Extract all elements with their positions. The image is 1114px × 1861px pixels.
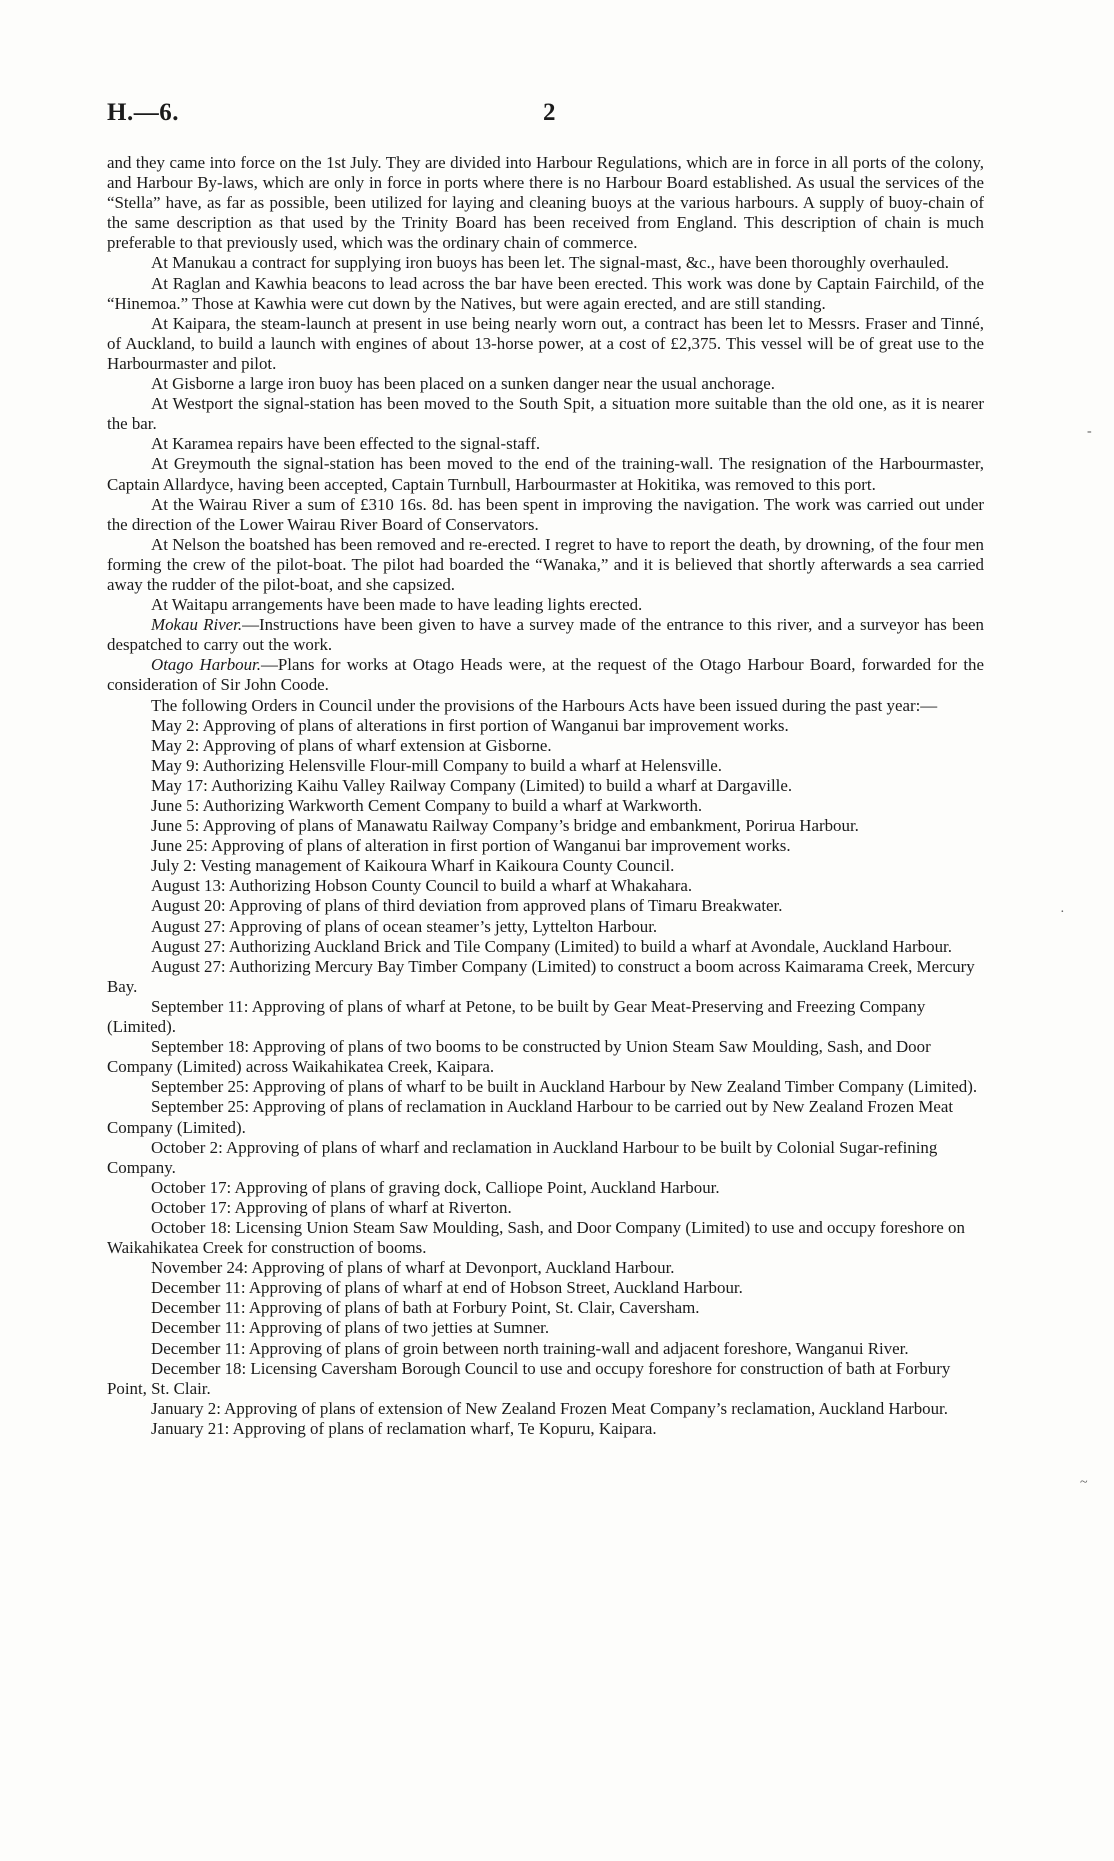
order-item: January 2: Approving of plans of extension of New Zealand Frozen Meat Company’s reclamation, Auckland Harbour. [151, 1398, 948, 1418]
paragraph-kaipara: At Kaipara, the steam-launch at present in use being nearly worn out, a contract has been let to Messrs. Fraser and Tinné, of Auckland, to build a launch with engines of about 13-horse power, at a cost of £2,375. This vessel will be of great use to the Harbourmaster and pilot. [107, 313, 984, 373]
order-item: May 9: Authorizing Helensville Flour-mill Company to build a wharf at Helensville. [151, 755, 723, 775]
order-item: August 27: Authorizing Mercury Bay Timber Company (Limited) to construct a boom across Kaimarama Creek, Mercury Bay. [107, 956, 975, 996]
mokau-text: —Instructions have been given to have a survey made of the entrance to this river, and a surveyor has been despatched to carry out the work. [107, 615, 984, 655]
order-item: August 13: Authorizing Hobson County Council to build a wharf at Whakahara. [151, 876, 693, 896]
order-item: May 17: Authorizing Kaihu Valley Railway Company (Limited) to build a wharf at Dargaville. [151, 775, 793, 795]
paragraph-nelson: At Nelson the boatshed has been removed and re-erected. I regret to have to report the death, by drowning, of the four men forming the crew of the pilot-boat. The pilot had boarded the “Wanaka,” and it is believed that shortly afterwards a sea carried away the rudder of the pilot-boat, and she capsized. [107, 534, 984, 594]
order-item: July 2: Vesting management of Kaikoura Wharf in Kaikoura County Council. [151, 856, 675, 876]
order-item: May 2: Approving of plans of alterations in first portion of Wanganui bar improvement works. [151, 715, 789, 735]
orders-intro: The following Orders in Council under the provisions of the Harbours Acts have been issued during the past year:— [151, 695, 938, 715]
order-item: June 5: Authorizing Warkworth Cement Company to build a wharf at Warkworth. [151, 796, 703, 815]
order-item: August 27: Authorizing Auckland Brick and Tile Company (Limited) to build a wharf at Avondale, Auckland Harbour. [151, 936, 952, 956]
order-item: December 11: Approving of plans of groin between north training-wall and adjacent foreshore, Wanganui River. [151, 1338, 909, 1358]
page-number: 2 [543, 99, 556, 126]
paragraph-greymouth: At Greymouth the signal-station has been moved to the end of the training-wall. The resignation of the Harbourmaster, Captain Allardyce, having been accepted, Captain Turnbull, Harbourmaster at Hokitika, was removed to this port. [107, 454, 984, 494]
paragraph-wairau: At the Wairau River a sum of £310 16s. 8d. has been spent in improving the navigation. The work was carried out under the direction of the Lower Wairau River Board of Conservators. [107, 494, 984, 534]
paragraph-buoy-chain: and they came into force on the 1st July. They are divided into Harbour Regulations, which are in force in all ports of the colony, and Harbour By-laws, which are only in force in ports where there is no Harbour Board established. As usual the services of the “Stella” have, as far as possible, been utilized for laying and cleaning buoys at the various harbours. A supply of buoy-chain of the same description as that used by the Trinity Board has been received from England. This description of chain is much preferable to that previously used, which was the ordinary chain of commerce. [107, 153, 984, 253]
order-item: June 5: Approving of plans of Manawatu Railway Company’s bridge and embankment, Porirua Harbour. [151, 816, 859, 836]
margin-scan-mark: · [1060, 905, 1065, 920]
order-item: October 17: Approving of plans of wharf at Riverton. [151, 1197, 512, 1217]
order-item: September 18: Approving of plans of two booms to be constructed by Union Steam Saw Moulding, Sash, and Door Company (Limited) across Waikahikatea Creek, Kaipara. [107, 1037, 931, 1077]
otago-heading: Otago Harbour. [151, 655, 261, 675]
paragraph-waitapu: At Waitapu arrangements have been made to have leading lights erected. [151, 595, 643, 615]
paragraph-manukau: At Manukau a contract for supplying iron buoys has been let. The signal-mast, &c., have been thoroughly overhauled. [151, 253, 950, 273]
order-item: December 11: Approving of plans of bath at Forbury Point, St. Clair, Caversham. [151, 1298, 700, 1318]
paragraph-otago [107, 655, 984, 695]
margin-scan-mark: ~ [1080, 1475, 1088, 1490]
paragraph-raglan-kawhia: At Raglan and Kawhia beacons to lead across the bar have been erected. This work was done by Captain Fairchild, of the “Hinemoa.” Those at Kawhia were cut down by the Natives, but were again erected, and are still standing. [107, 273, 984, 313]
order-item: October 2: Approving of plans of wharf and reclamation in Auckland Harbour to be built by Colonial Sugar-refining Company. [107, 1137, 938, 1177]
order-item: October 17: Approving of plans of graving dock, Calliope Point, Auckland Harbour. [151, 1177, 720, 1197]
order-item: January 21: Approving of plans of reclamation wharf, Te Kopuru, Kaipara. [151, 1418, 657, 1438]
order-item: September 11: Approving of plans of wharf at Petone, to be built by Gear Meat-Preserving and Freezing Company (Limited). [107, 996, 926, 1037]
order-item: September 25: Approving of plans of wharf to be built in Auckland Harbour by New Zealand Timber Company (Limited). [151, 1077, 978, 1097]
margin-scan-mark: - [1087, 424, 1092, 439]
order-item: August 20: Approving of plans of third deviation from approved plans of Timaru Breakwater. [151, 896, 783, 916]
order-item: December 11: Approving of plans of wharf at end of Hobson Street, Auckland Harbour. [151, 1278, 743, 1298]
paragraph-gisborne: At Gisborne a large iron buoy has been placed on a sunken danger near the usual anchorage. [151, 374, 775, 394]
order-item: November 24: Approving of plans of wharf at Devonport, Auckland Harbour. [151, 1258, 675, 1278]
order-item: May 2: Approving of plans of wharf extension at Gisborne. [151, 735, 552, 755]
order-item: December 18: Licensing Caversham Borough Council to use and occupy foreshore for construction of bath at Forbury Point, St. Clair. [107, 1358, 951, 1398]
otago-text: —Plans for works at Otago Heads were, at the request of the Otago Harbour Board, forwarded for the consideration of Sir John Coode. [107, 655, 984, 695]
mokau-heading: Mokau River. [151, 615, 243, 635]
order-item: June 25: Approving of plans of alteration in first portion of Wanganui bar improvement works. [151, 836, 791, 856]
document-reference: H.—6. [107, 99, 179, 126]
orders-in-council-list [107, 716, 984, 1439]
order-item: August 27: Approving of plans of ocean steamer’s jetty, Lyttelton Harbour. [151, 916, 658, 936]
order-item: December 11: Approving of plans of two jetties at Sumner. [151, 1318, 550, 1338]
paragraph-mokau [107, 615, 984, 655]
paragraph-karamea: At Karamea repairs have been effected to the signal-staff. [151, 434, 541, 454]
order-item: October 18: Licensing Union Steam Saw Moulding, Sash, and Door Company (Limited) to use and occupy foreshore on Waikahikatea Creek for construction of booms. [107, 1217, 965, 1258]
report-body [107, 153, 984, 1439]
paragraph-westport: At Westport the signal-station has been moved to the South Spit, a situation more suitable than the old one, as it is nearer the bar. [107, 394, 984, 434]
order-item: September 25: Approving of plans of reclamation in Auckland Harbour to be carried out by New Zealand Frozen Meat Company (Limited). [107, 1097, 954, 1137]
